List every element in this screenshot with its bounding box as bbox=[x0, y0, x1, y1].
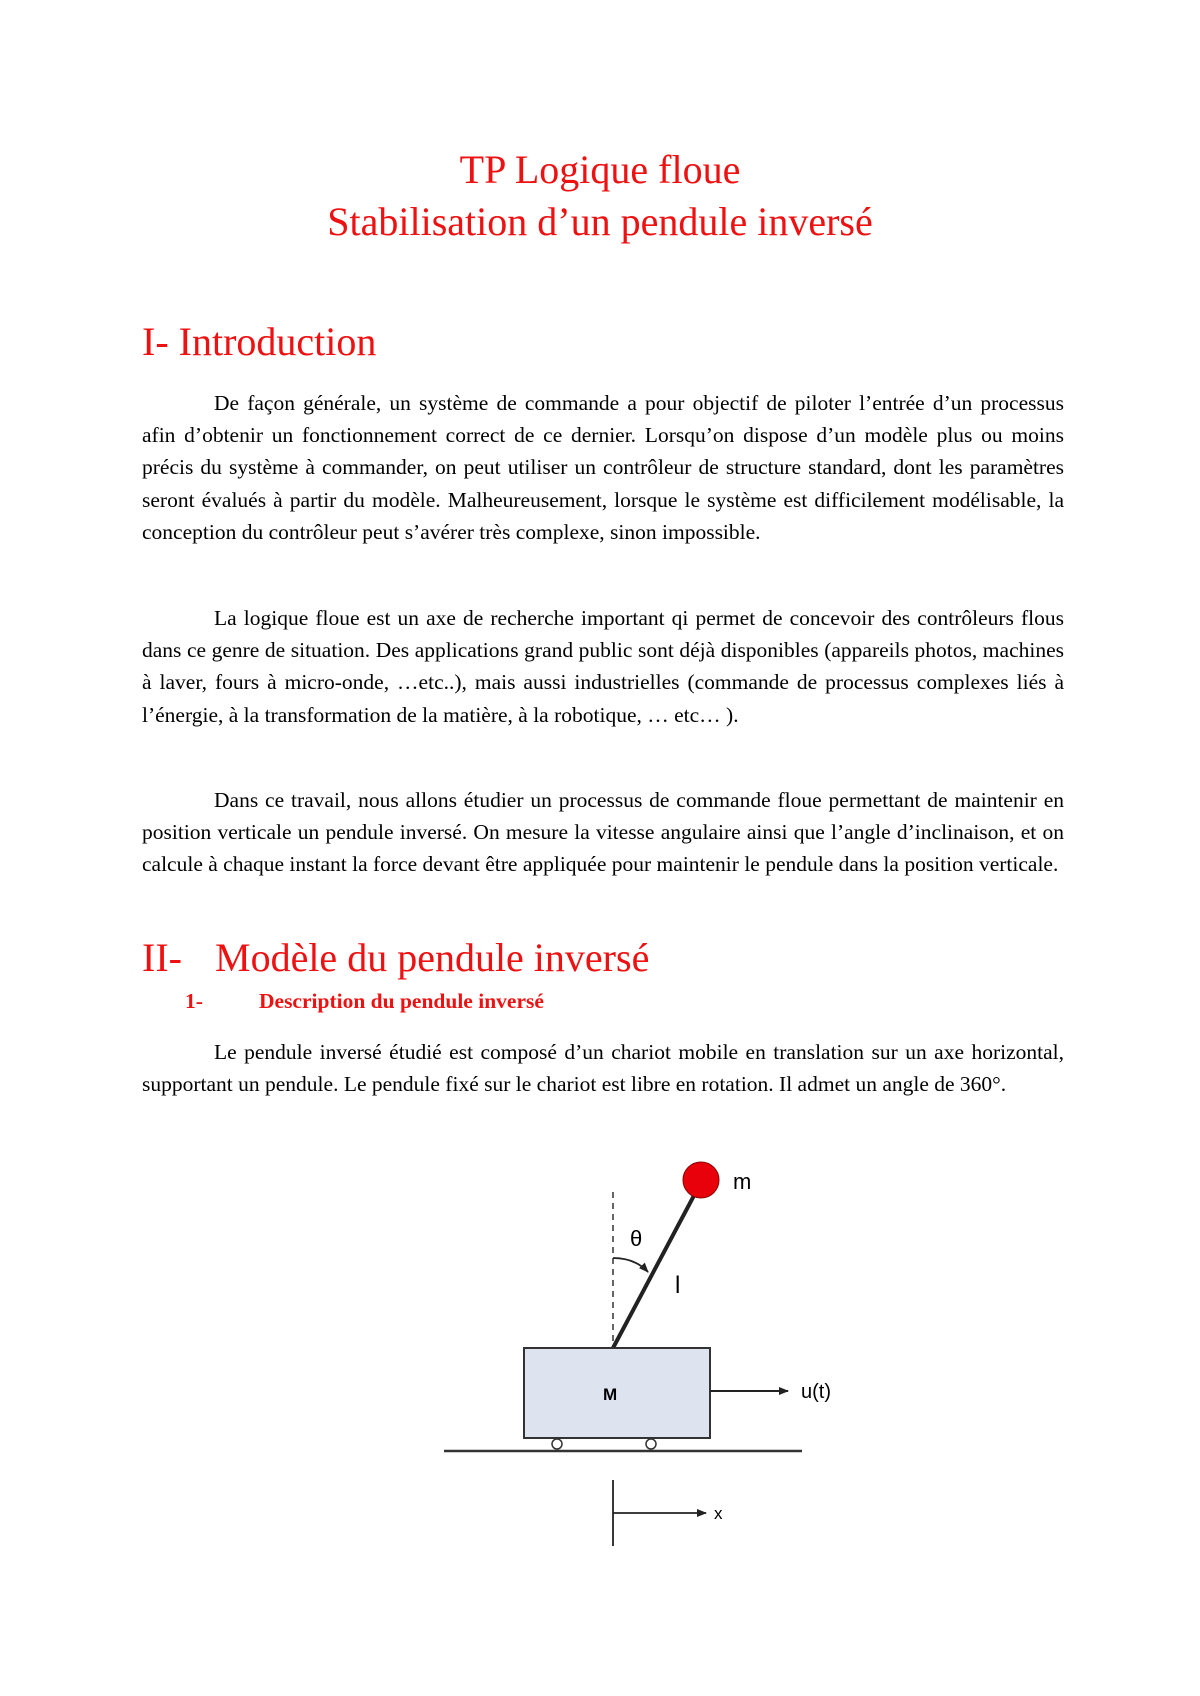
pendulum-rod bbox=[613, 1188, 698, 1348]
x-axis-label: x bbox=[714, 1504, 723, 1523]
cart-label: M bbox=[603, 1385, 618, 1404]
subsection-1-title: Description du pendule inversé bbox=[259, 989, 544, 1013]
intro-paragraph-1: De façon générale, un système de commande a pour objectif de piloter l’entrée d’un processus afin d’obtenir un fonctionnement correct de ce dernier. Lorsqu’on dispose d’un modèle plus ou moins précis du système à commander, on peut utiliser un contrôleur de structure standard, dont les paramètres seront évalués à partir du modèle. Malheureusement, lorsque le système est difficilement modélisable, la conception du contrôleur peut s’avérer très complexe, sinon impossible. bbox=[142, 391, 1064, 544]
pendulum-figure bbox=[430, 1150, 870, 1550]
title-line-1: TP Logique floue bbox=[459, 147, 741, 192]
pendulum-bob bbox=[683, 1162, 719, 1198]
mass-label: m bbox=[733, 1169, 752, 1194]
intro-paragraph-3: Dans ce travail, nous allons étudier un processus de commande floue permettant de maintenir en position verticale un pendule inversé. On mesure la vitesse angulaire ainsi que l’angle d’inclinaison, et on calcule à chaque instant la force devant être appliquée pour maintenir le pendule dans la position verticale. bbox=[142, 788, 1064, 877]
section-2-title: Modèle du pendule inversé bbox=[215, 935, 650, 980]
length-label: l bbox=[675, 1272, 681, 1299]
title-line-2: Stabilisation d’un pendule inversé bbox=[327, 199, 873, 244]
section-2-number: II- bbox=[142, 935, 182, 980]
description-paragraph: Le pendule inversé étudié est composé d’un chariot mobile en translation sur un axe horizontal, supportant un pendule. Le pendule fixé sur le chariot est libre en rotation. Il admet un angle de 360°. bbox=[142, 1040, 1064, 1097]
intro-paragraph-2: La logique floue est un axe de recherche important qi permet de concevoir des contrôleurs flous dans ce genre de situation. Des applications grand public sont déjà disponibles (appareils photos, machines à laver, fours à micro-onde, …etc..), mais aussi industrielles (commande de processus complexes liés à l’énergie, à la transformation de la matière, à la robotique, … etc… ). bbox=[142, 606, 1064, 727]
cart-wheel-left bbox=[552, 1439, 562, 1449]
force-label: u(t) bbox=[801, 1381, 831, 1403]
section-1-heading: I- Introduction bbox=[142, 319, 377, 364]
subsection-1-heading bbox=[185, 987, 544, 1015]
cart-wheel-right bbox=[646, 1439, 656, 1449]
angle-arc bbox=[613, 1258, 648, 1272]
section-2-heading bbox=[142, 934, 649, 982]
subsection-1-number: 1- bbox=[185, 989, 203, 1013]
angle-label: θ bbox=[630, 1226, 643, 1251]
